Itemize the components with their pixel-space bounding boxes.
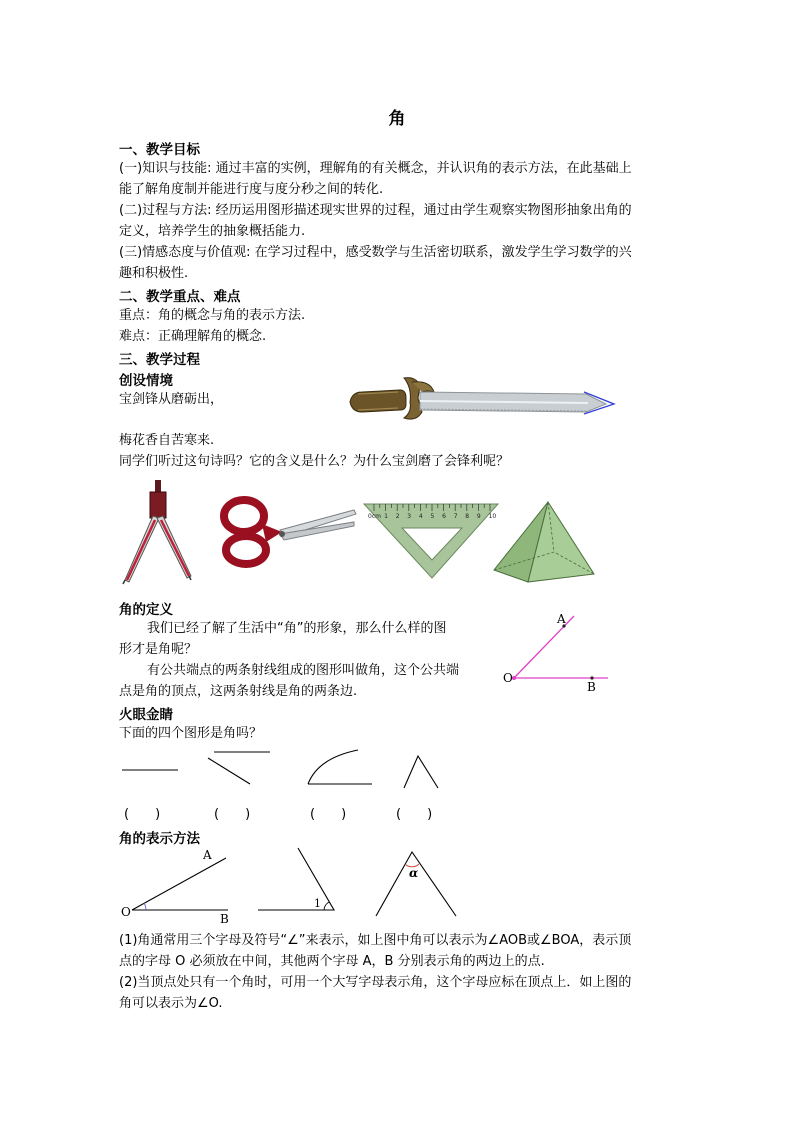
goal-knowledge-line2: 能了解角度制并能进行度与度分秒之间的转化. <box>119 182 384 197</box>
subheading-definition: 角的定义 <box>119 602 173 618</box>
definition-line3: 有公共端点的两条射线组成的图形叫做角，这个公共端 <box>147 663 460 678</box>
poem-line2: 梅花香自苦寒来. <box>119 433 215 448</box>
notation-angle-1-label: 1 <box>314 897 321 910</box>
ruler-tick-label: 9 <box>476 513 481 520</box>
subheading-scenario: 创设情境 <box>119 373 173 389</box>
notation-alpha-label: α <box>409 866 419 880</box>
ruler-tick-label: 3 <box>407 513 412 520</box>
quiz-blank-2: ( ) <box>214 807 251 822</box>
goal-attitude-line1: (三)情感态度与价值观: 在学习过程中，感受数学与生活密切联系，激发学生学习数学的兴 <box>119 245 632 260</box>
ruler-tick-label: 1 <box>384 513 388 520</box>
ruler-tick-label: 7 <box>453 513 458 520</box>
point-a-label: A <box>557 612 566 626</box>
ruler-tick-label: 0cm <box>368 513 381 520</box>
definition-line2: 形才是角呢？ <box>119 642 198 657</box>
definition-line4: 点是角的顶点，这两条射线是角的两条边. <box>119 684 358 699</box>
heading-teaching-process: 三、教学过程 <box>119 352 200 368</box>
ruler-tick-label: 2 <box>395 513 400 520</box>
scenario-question: 同学们听过这句诗吗？它的含义是什么？为什么宝剑磨了会锋利呢？ <box>119 454 510 469</box>
quiz-figures <box>118 746 448 794</box>
notation-figures <box>118 846 468 922</box>
notation-rule2-line2: 角可以表示为∠O. <box>119 996 223 1011</box>
page-title: 角 <box>388 109 406 129</box>
heading-teaching-goals: 一、教学目标 <box>119 142 200 158</box>
goal-knowledge-line1: (一)知识与技能: 通过丰富的实例，理解角的有关概念，并认识角的表示方法，在此基础上 <box>119 161 632 176</box>
ruler-tick-label: 10 <box>488 513 497 520</box>
vertex-o-label: O <box>503 671 513 685</box>
quiz-blank-1: ( ) <box>124 807 161 822</box>
compass-image <box>117 480 197 584</box>
notation-o-label: O <box>121 905 131 919</box>
set-square-image <box>362 500 500 580</box>
ruler-tick-label: 5 <box>430 513 435 520</box>
subheading-notation: 角的表示方法 <box>119 831 200 847</box>
notation-a-label: A <box>203 848 212 862</box>
goal-process-line1: (二)过程与方法: 经历运用图形描述现实世界的过程，通过由学生观察实物图形抽象出角的 <box>119 203 632 218</box>
heading-key-points: 二、教学重点、难点 <box>119 289 241 305</box>
hard-point-text: 难点：正确理解角的概念. <box>119 329 267 344</box>
point-b-label: B <box>587 680 596 694</box>
ruler-tick-label: 6 <box>442 513 446 520</box>
notation-b-label: B <box>220 912 229 926</box>
notation-rule1-line2: 点的字母 O 必须放在中间，其他两个字母 A，B 分别表示角的两边上的点. <box>119 954 545 969</box>
key-point-text: 重点：角的概念与角的表示方法. <box>119 308 306 323</box>
poem-line1: 宝剑锋从磨砺出， <box>119 392 224 407</box>
pyramid-image <box>490 500 600 584</box>
scissors-image <box>220 496 358 568</box>
subheading-quiz: 火眼金睛 <box>119 707 173 723</box>
sword-image <box>348 372 618 424</box>
ruler-tick-label: 4 <box>418 513 423 520</box>
quiz-blank-4: ( ) <box>396 807 433 822</box>
goal-process-line2: 定义，培养学生的抽象概括能力. <box>119 224 306 239</box>
goal-attitude-line2: 趣和积极性. <box>119 266 189 281</box>
quiz-blank-3: ( ) <box>310 807 347 822</box>
ruler-tick-label: 8 <box>465 513 470 520</box>
quiz-question: 下面的四个图形是角吗？ <box>119 726 263 741</box>
notation-rule1-line1: (1)角通常用三个字母及符号“∠”来表示，如上图中角可以表示为∠AOB或∠BOA，表示顶 <box>119 933 632 948</box>
definition-line1: 我们已经了解了生活中“角”的形象，那么什么样的图 <box>147 621 447 636</box>
notation-rule2-line1: (2)当顶点处只有一个角时，可用一个大写字母表示角，这个字母应标在顶点上．如上图的 <box>119 975 632 990</box>
